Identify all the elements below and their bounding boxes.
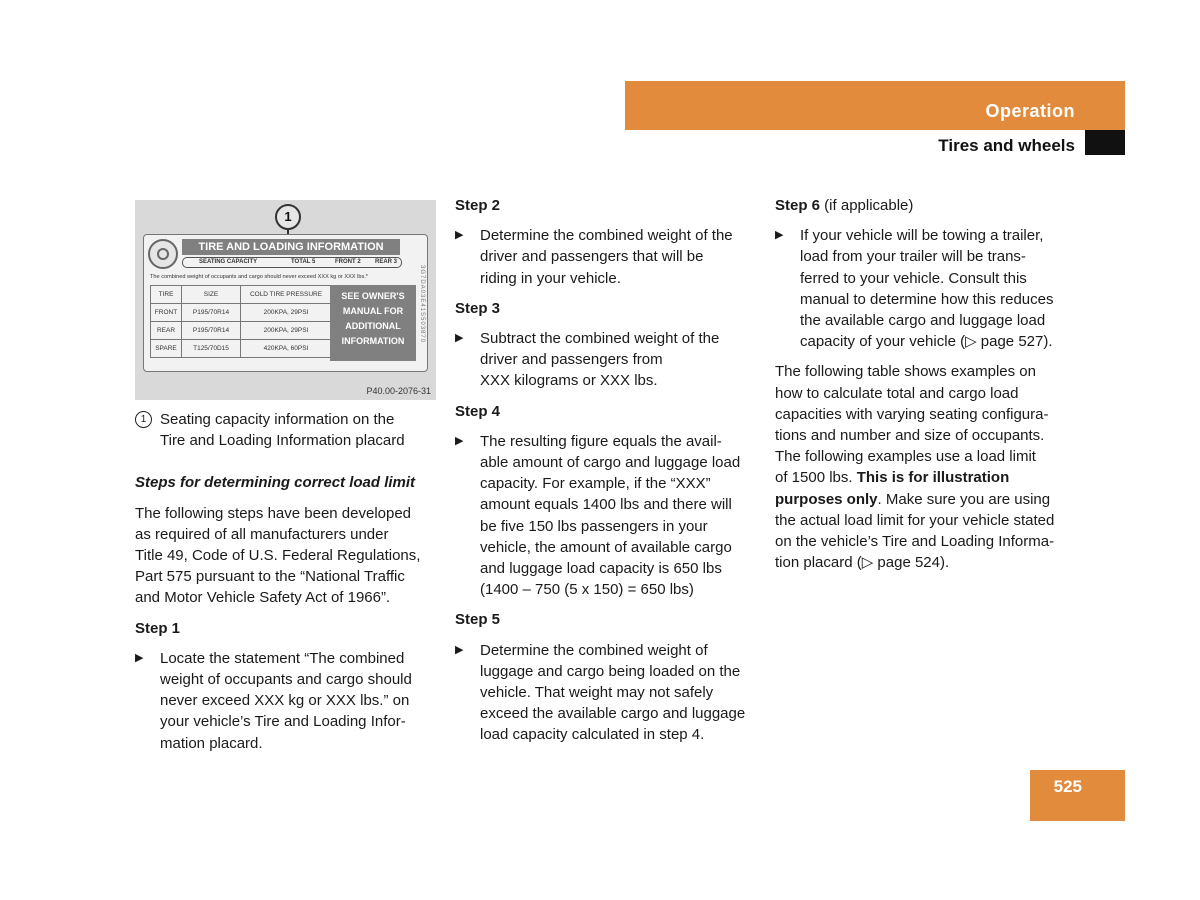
- step-heading: [775, 195, 1085, 216]
- bullet-item: [455, 640, 760, 746]
- bold-text: This is for illustration: [856, 469, 1010, 487]
- table-cell: T125/70D15: [182, 340, 241, 358]
- intro-paragraph: [135, 503, 440, 609]
- text-line: If your vehicle will be towing a trailer,: [800, 227, 1044, 245]
- subsection-title: Tires and wheels: [938, 136, 1075, 155]
- table-cell: P195/70R14: [182, 304, 241, 322]
- text-line: capacities with varying seating configura-: [775, 405, 1049, 423]
- table-header: TIRE: [151, 286, 182, 304]
- triangle-right-icon: ▶: [455, 229, 464, 242]
- placard-title: TIRE AND LOADING INFORMATION: [182, 239, 400, 255]
- seating-capacity-row: [182, 257, 402, 268]
- text-line: how to calculate total and cargo load: [775, 384, 1019, 402]
- caption-line: Seating capacity information on the: [160, 411, 395, 428]
- step-heading: Step 3: [455, 299, 501, 317]
- callout-number-icon: 1: [135, 411, 152, 428]
- step-heading: Step 1: [135, 619, 181, 637]
- see-owner-line: INFORMATION: [341, 336, 405, 346]
- text-line: tions and number and size of occupants.: [775, 427, 1045, 445]
- seating-front: FRONT 2: [335, 259, 361, 265]
- table-header: COLD TIRE PRESSURE: [241, 286, 332, 304]
- text-line: capacity of your vehicle (▷ page 527).: [800, 333, 1053, 351]
- table-row: [151, 340, 332, 358]
- placard-figure: [135, 200, 436, 400]
- column-1: [135, 409, 440, 754]
- bullet-item: [775, 225, 1085, 352]
- text-line: The following examples use a load limit: [775, 448, 1036, 466]
- text-line: mation placard.: [160, 734, 263, 752]
- text-line: XXX kilograms or XXX lbs.: [480, 372, 658, 390]
- placard-note: The combined weight of occupants and cargo should never exceed XXX kg or XXX lbs.*: [150, 274, 368, 280]
- triangle-right-icon: ▶: [455, 643, 464, 656]
- page-number: 525: [1053, 777, 1082, 796]
- text-line: as required of all manufacturers under: [135, 525, 389, 543]
- text-line: and luggage load capacity is 650 lbs: [480, 560, 722, 578]
- seating-capacity-label: SEATING CAPACITY: [199, 259, 258, 265]
- text-line: Subtract the combined weight of the: [480, 330, 720, 348]
- text-line: The following table shows examples on: [775, 363, 1036, 381]
- bullet-item: [455, 328, 760, 392]
- text-line: exceed the available cargo and luggage: [480, 705, 746, 723]
- seating-rear: REAR 3: [375, 259, 398, 265]
- seating-total: TOTAL 5: [291, 259, 316, 265]
- text-line: your vehicle’s Tire and Loading Infor-: [160, 713, 406, 731]
- text-line: the actual load limit for your vehicle stated: [775, 511, 1055, 529]
- column-2: [455, 195, 760, 746]
- text-line: tion placard (▷ page 524).: [775, 554, 950, 572]
- figure-caption: [135, 409, 440, 451]
- table-cell: 200KPA, 29PSI: [241, 322, 332, 340]
- text-line: be five 150 lbs passengers in your: [480, 517, 708, 535]
- text-line: vehicle, the amount of available cargo: [480, 538, 732, 556]
- text-line: ferred to your vehicle. Consult this: [800, 269, 1027, 287]
- see-owner-line: MANUAL FOR: [342, 306, 404, 316]
- table-header: SIZE: [182, 286, 241, 304]
- section-heading: Steps for determining correct load limit: [135, 474, 416, 492]
- text-line: [775, 467, 1085, 488]
- text-line: Part 575 pursuant to the “National Traffic: [135, 568, 405, 586]
- text-line: manual to determine how this reduces: [800, 290, 1054, 308]
- text-line: and Motor Vehicle Safety Act of 1966”.: [135, 589, 391, 607]
- text-line: load from your trailer will be trans-: [800, 248, 1026, 266]
- text-line: load capacity calculated in step 4.: [480, 726, 705, 744]
- page-number-box: [1030, 770, 1125, 821]
- section-title: Operation: [985, 101, 1075, 121]
- table-cell: 200KPA, 29PSI: [241, 304, 332, 322]
- text-line: able amount of cargo and luggage load: [480, 454, 741, 472]
- text-run: of 1500 lbs.: [775, 469, 857, 487]
- see-owner-line: ADDITIONAL: [345, 321, 401, 331]
- bullet-item: [455, 431, 760, 601]
- text-line: The following steps have been developed: [135, 504, 412, 522]
- step-heading: Step 4: [455, 402, 501, 420]
- table-row: [151, 304, 332, 322]
- see-owner-line: SEE OWNER'S: [341, 291, 405, 301]
- placard-vertical-code: 3G7DA03E41S503870: [419, 265, 425, 344]
- step-heading: Step 2: [455, 197, 501, 214]
- triangle-right-icon: ▶: [135, 651, 144, 664]
- text-line: Locate the statement “The combined: [160, 649, 405, 667]
- step-label: Step 6: [775, 197, 821, 214]
- triangle-right-icon: ▶: [775, 229, 784, 242]
- text-line: the available cargo and luggage load: [800, 312, 1046, 330]
- text-line: Determine the combined weight of: [480, 641, 708, 659]
- text-line: vehicle. That weight may not safely: [480, 684, 714, 702]
- see-owners-manual-box: [330, 285, 416, 361]
- table-cell: REAR: [151, 322, 182, 340]
- tire-loading-placard: [143, 234, 428, 372]
- text-line: [775, 489, 1085, 510]
- table-cell: FRONT: [151, 304, 182, 322]
- bold-text: purposes only: [775, 490, 878, 508]
- header-marker: [1085, 130, 1125, 155]
- text-line: (1400 – 750 (5 x 150) = 650 lbs): [480, 581, 694, 599]
- example-paragraph: [775, 361, 1085, 573]
- bullet-item: [135, 648, 440, 754]
- text-line: amount equals 1400 lbs and there will: [480, 496, 732, 514]
- callout-number: 1: [275, 204, 301, 230]
- bullet-item: [455, 225, 760, 289]
- section-header-band: [625, 81, 1125, 130]
- text-line: riding in your vehicle.: [480, 269, 621, 287]
- text-line: never exceed XXX kg or XXX lbs.” on: [160, 692, 410, 710]
- step-heading: Step 5: [455, 611, 501, 629]
- text-line: driver and passengers that will be: [480, 248, 704, 266]
- text-line: capacity. For example, if the “XXX”: [480, 475, 711, 493]
- caption-line: Tire and Loading Information placard: [160, 432, 405, 450]
- triangle-right-icon: ▶: [455, 332, 464, 345]
- step-suffix: (if applicable): [820, 197, 914, 214]
- text-line: Title 49, Code of U.S. Federal Regulations,: [135, 547, 421, 565]
- text-line: on the vehicle’s Tire and Loading Informa-: [775, 533, 1055, 551]
- text-line: driver and passengers from: [480, 351, 663, 369]
- placard-table: [150, 285, 332, 358]
- figure-code: P40.00-2076-31: [366, 386, 431, 396]
- triangle-right-icon: ▶: [455, 434, 464, 447]
- text-line: The resulting figure equals the avail-: [480, 432, 722, 450]
- table-cell: SPARE: [151, 340, 182, 358]
- table-header-row: [151, 286, 332, 304]
- tire-icon: [148, 239, 178, 269]
- text-line: weight of occupants and cargo should: [160, 671, 412, 689]
- table-cell: 420KPA, 60PSI: [241, 340, 332, 358]
- text-line: luggage and cargo being loaded on the: [480, 662, 741, 680]
- column-3: [775, 195, 1085, 573]
- table-cell: P195/70R14: [182, 322, 241, 340]
- text-run: . Make sure you are using: [877, 490, 1051, 508]
- text-line: Determine the combined weight of the: [480, 227, 733, 245]
- table-row: [151, 322, 332, 340]
